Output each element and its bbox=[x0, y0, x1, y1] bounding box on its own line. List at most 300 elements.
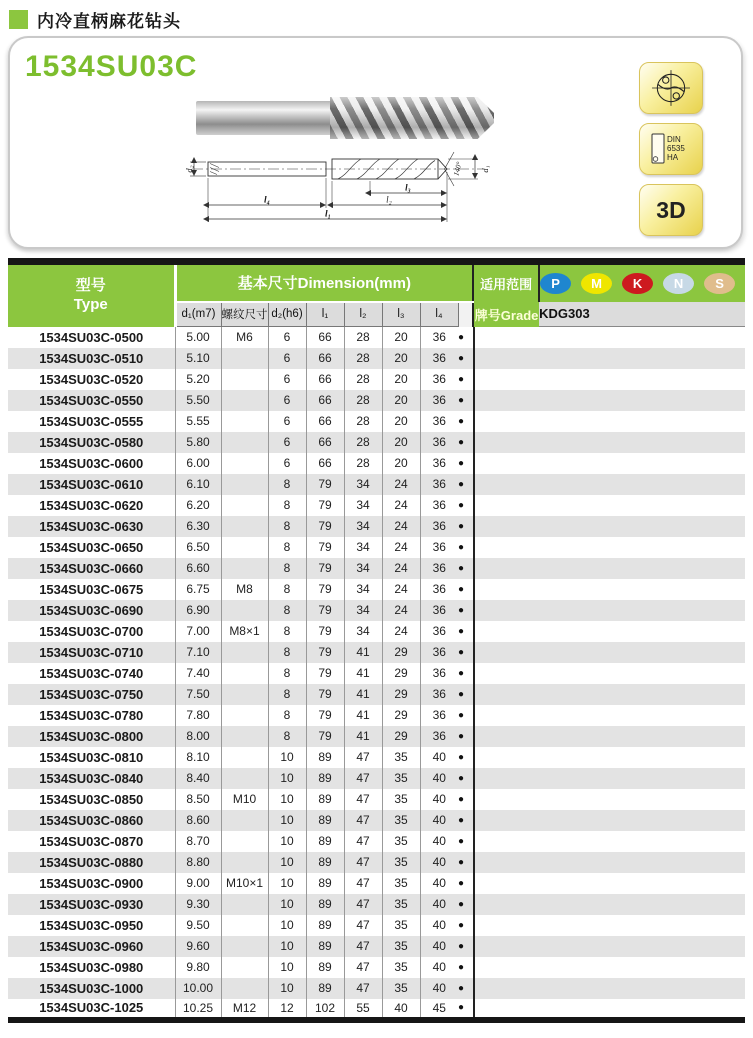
d2-cell: 10 bbox=[268, 915, 306, 936]
d2-cell: 8 bbox=[268, 495, 306, 516]
product-panel bbox=[8, 36, 743, 249]
grade-dot-cell: ● bbox=[458, 999, 745, 1020]
l1-cell: 89 bbox=[306, 894, 344, 915]
grade-dot-cell: ● bbox=[458, 537, 745, 558]
d1-cell: 8.80 bbox=[175, 852, 221, 873]
l4-cell: 40 bbox=[420, 957, 458, 978]
table-row bbox=[8, 453, 745, 474]
d2-cell: 6 bbox=[268, 453, 306, 474]
type-label-en: Type bbox=[73, 295, 108, 313]
l3-cell: 20 bbox=[382, 327, 420, 348]
d1-cell: 8.10 bbox=[175, 747, 221, 768]
table-row bbox=[8, 369, 745, 390]
page-title: 内冷直柄麻花钻头 bbox=[37, 12, 181, 31]
model-cell: 1534SU03C-0870 bbox=[8, 831, 175, 852]
d1-cell: 6.75 bbox=[175, 579, 221, 600]
d2-cell: 10 bbox=[268, 852, 306, 873]
model-cell: 1534SU03C-0700 bbox=[8, 621, 175, 642]
d1-cell: 5.55 bbox=[175, 411, 221, 432]
l2-cell: 47 bbox=[344, 957, 382, 978]
l3-cell: 24 bbox=[382, 516, 420, 537]
dim-label-d1: d₁ bbox=[480, 165, 490, 173]
l4-cell: 40 bbox=[420, 852, 458, 873]
subheader-l1: l₁ bbox=[306, 302, 344, 327]
type-label-zh: 型号 bbox=[75, 277, 106, 294]
column-header-application: 适用范围 bbox=[473, 262, 539, 302]
model-cell: 1534SU03C-0840 bbox=[8, 768, 175, 789]
d1-cell: 8.70 bbox=[175, 831, 221, 852]
coolant-cross-section-icon bbox=[651, 68, 691, 108]
din-standard-badge bbox=[639, 123, 703, 175]
feature-badges bbox=[639, 62, 703, 236]
table-row bbox=[8, 936, 745, 957]
table-row bbox=[8, 831, 745, 852]
d2-cell: 8 bbox=[268, 642, 306, 663]
thread-size-cell bbox=[221, 537, 268, 558]
table-row bbox=[8, 411, 745, 432]
table-row bbox=[8, 474, 745, 495]
l2-cell: 34 bbox=[344, 558, 382, 579]
l2-cell: 28 bbox=[344, 369, 382, 390]
l4-cell: 40 bbox=[420, 915, 458, 936]
table-row bbox=[8, 768, 745, 789]
grade-dot-cell: ● bbox=[458, 831, 745, 852]
l3-cell: 24 bbox=[382, 579, 420, 600]
l3-cell: 24 bbox=[382, 474, 420, 495]
table-row bbox=[8, 600, 745, 621]
drill-photo bbox=[196, 86, 506, 150]
l2-cell: 34 bbox=[344, 600, 382, 621]
table-row bbox=[8, 516, 745, 537]
model-cell: 1534SU03C-0610 bbox=[8, 474, 175, 495]
grade-dot-cell: ● bbox=[458, 810, 745, 831]
l1-cell: 79 bbox=[306, 495, 344, 516]
l4-cell: 36 bbox=[420, 411, 458, 432]
drill-flutes-image bbox=[330, 97, 494, 139]
l1-cell: 79 bbox=[306, 579, 344, 600]
l2-cell: 41 bbox=[344, 726, 382, 747]
thread-size-cell: M6 bbox=[221, 327, 268, 348]
d1-cell: 9.60 bbox=[175, 936, 221, 957]
l1-cell: 79 bbox=[306, 600, 344, 621]
d2-cell: 10 bbox=[268, 789, 306, 810]
d1-cell: 6.90 bbox=[175, 600, 221, 621]
d2-cell: 10 bbox=[268, 978, 306, 999]
thread-size-cell: M10×1 bbox=[221, 873, 268, 894]
grade-dot-cell: ● bbox=[458, 663, 745, 684]
l3-cell: 35 bbox=[382, 810, 420, 831]
l2-cell: 34 bbox=[344, 516, 382, 537]
green-square-bullet-icon bbox=[9, 10, 28, 29]
l2-cell: 34 bbox=[344, 537, 382, 558]
d1-cell: 7.40 bbox=[175, 663, 221, 684]
3d-label: 3D bbox=[656, 196, 686, 223]
thread-size-cell bbox=[221, 726, 268, 747]
d2-cell: 8 bbox=[268, 705, 306, 726]
d2-cell: 6 bbox=[268, 432, 306, 453]
model-cell: 1534SU03C-0850 bbox=[8, 789, 175, 810]
d2-cell: 10 bbox=[268, 894, 306, 915]
l3-cell: 35 bbox=[382, 747, 420, 768]
grade-dot-cell: ● bbox=[458, 957, 745, 978]
l1-cell: 89 bbox=[306, 852, 344, 873]
d1-cell: 8.60 bbox=[175, 810, 221, 831]
l1-cell: 66 bbox=[306, 327, 344, 348]
thread-size-cell bbox=[221, 453, 268, 474]
d1-cell: 9.30 bbox=[175, 894, 221, 915]
l4-cell: 40 bbox=[420, 894, 458, 915]
d1-cell: 5.50 bbox=[175, 390, 221, 411]
l2-cell: 47 bbox=[344, 831, 382, 852]
grade-dot-cell: ● bbox=[458, 369, 745, 390]
l3-cell: 35 bbox=[382, 957, 420, 978]
model-cell: 1534SU03C-0520 bbox=[8, 369, 175, 390]
l1-cell: 89 bbox=[306, 747, 344, 768]
l4-cell: 36 bbox=[420, 726, 458, 747]
model-cell: 1534SU03C-0660 bbox=[8, 558, 175, 579]
l2-cell: 28 bbox=[344, 327, 382, 348]
l3-cell: 29 bbox=[382, 684, 420, 705]
table-row bbox=[8, 558, 745, 579]
l3-cell: 29 bbox=[382, 663, 420, 684]
dim-label-l4: l₄ bbox=[264, 195, 270, 206]
d2-cell: 8 bbox=[268, 516, 306, 537]
d1-cell: 7.50 bbox=[175, 684, 221, 705]
class-chip-s: S bbox=[704, 273, 735, 294]
l2-cell: 47 bbox=[344, 768, 382, 789]
subheader-l3: l₃ bbox=[382, 302, 420, 327]
d1-cell: 5.00 bbox=[175, 327, 221, 348]
model-cell: 1534SU03C-0510 bbox=[8, 348, 175, 369]
model-cell: 1534SU03C-0675 bbox=[8, 579, 175, 600]
l1-cell: 89 bbox=[306, 936, 344, 957]
d1-cell: 7.10 bbox=[175, 642, 221, 663]
l3-cell: 35 bbox=[382, 789, 420, 810]
grade-dot-cell: ● bbox=[458, 579, 745, 600]
l1-cell: 102 bbox=[306, 999, 344, 1020]
table-row bbox=[8, 726, 745, 747]
l4-cell: 36 bbox=[420, 390, 458, 411]
table-row bbox=[8, 873, 745, 894]
table-row bbox=[8, 957, 745, 978]
l3-cell: 35 bbox=[382, 936, 420, 957]
d2-cell: 8 bbox=[268, 684, 306, 705]
d2-cell: 8 bbox=[268, 579, 306, 600]
l3-cell: 35 bbox=[382, 894, 420, 915]
d2-cell: 6 bbox=[268, 348, 306, 369]
grade-label: 牌号Grade bbox=[473, 302, 539, 327]
grade-dot-cell: ● bbox=[458, 642, 745, 663]
l4-cell: 40 bbox=[420, 978, 458, 999]
l4-cell: 36 bbox=[420, 495, 458, 516]
l2-cell: 34 bbox=[344, 474, 382, 495]
l2-cell: 47 bbox=[344, 873, 382, 894]
d2-cell: 8 bbox=[268, 474, 306, 495]
l3-cell: 24 bbox=[382, 621, 420, 642]
model-cell: 1534SU03C-0860 bbox=[8, 810, 175, 831]
l2-cell: 28 bbox=[344, 411, 382, 432]
table-row bbox=[8, 579, 745, 600]
l1-cell: 66 bbox=[306, 348, 344, 369]
d1-cell: 8.40 bbox=[175, 768, 221, 789]
d2-cell: 6 bbox=[268, 369, 306, 390]
d1-cell: 6.50 bbox=[175, 537, 221, 558]
d1-cell: 6.60 bbox=[175, 558, 221, 579]
thread-size-cell bbox=[221, 642, 268, 663]
l1-cell: 89 bbox=[306, 873, 344, 894]
thread-size-cell bbox=[221, 369, 268, 390]
l2-cell: 47 bbox=[344, 810, 382, 831]
l3-cell: 29 bbox=[382, 705, 420, 726]
l2-cell: 28 bbox=[344, 348, 382, 369]
l4-cell: 36 bbox=[420, 537, 458, 558]
d2-cell: 8 bbox=[268, 600, 306, 621]
l4-cell: 36 bbox=[420, 453, 458, 474]
l4-cell: 40 bbox=[420, 810, 458, 831]
table-row bbox=[8, 810, 745, 831]
grade-dot-cell: ● bbox=[458, 873, 745, 894]
model-cell: 1534SU03C-0960 bbox=[8, 936, 175, 957]
drill-shank-image bbox=[196, 101, 332, 135]
thread-size-cell bbox=[221, 600, 268, 621]
thread-size-cell bbox=[221, 411, 268, 432]
l4-cell: 36 bbox=[420, 663, 458, 684]
l1-cell: 89 bbox=[306, 831, 344, 852]
d1-cell: 8.00 bbox=[175, 726, 221, 747]
l1-cell: 79 bbox=[306, 558, 344, 579]
grade-dot-cell: ● bbox=[458, 705, 745, 726]
table-row bbox=[8, 348, 745, 369]
table-row bbox=[8, 663, 745, 684]
thread-size-cell bbox=[221, 978, 268, 999]
d1-cell: 5.80 bbox=[175, 432, 221, 453]
grade-dot-cell: ● bbox=[458, 390, 745, 411]
thread-size-cell bbox=[221, 894, 268, 915]
model-cell: 1534SU03C-0555 bbox=[8, 411, 175, 432]
l4-cell: 45 bbox=[420, 999, 458, 1020]
l3-cell: 35 bbox=[382, 873, 420, 894]
l3-cell: 29 bbox=[382, 642, 420, 663]
grade-dot-cell: ● bbox=[458, 894, 745, 915]
thread-size-cell bbox=[221, 390, 268, 411]
l1-cell: 89 bbox=[306, 789, 344, 810]
model-cell: 1534SU03C-0710 bbox=[8, 642, 175, 663]
grade-dot-cell: ● bbox=[458, 348, 745, 369]
l1-cell: 66 bbox=[306, 453, 344, 474]
table-row bbox=[8, 999, 745, 1020]
l2-cell: 47 bbox=[344, 894, 382, 915]
page-header bbox=[9, 7, 181, 32]
model-cell: 1534SU03C-0800 bbox=[8, 726, 175, 747]
l4-cell: 36 bbox=[420, 348, 458, 369]
thread-size-cell bbox=[221, 558, 268, 579]
l1-cell: 89 bbox=[306, 978, 344, 999]
table-row bbox=[8, 642, 745, 663]
l2-cell: 47 bbox=[344, 936, 382, 957]
l1-cell: 66 bbox=[306, 390, 344, 411]
product-model: 1534SU03C bbox=[25, 50, 198, 83]
d1-cell: 6.00 bbox=[175, 453, 221, 474]
grade-value: KDG303 bbox=[539, 302, 745, 327]
model-cell: 1534SU03C-0580 bbox=[8, 432, 175, 453]
l3-cell: 20 bbox=[382, 453, 420, 474]
table-row bbox=[8, 894, 745, 915]
d2-cell: 10 bbox=[268, 873, 306, 894]
spec-table-body bbox=[8, 327, 745, 1020]
l1-cell: 79 bbox=[306, 474, 344, 495]
l2-cell: 47 bbox=[344, 915, 382, 936]
d2-cell: 6 bbox=[268, 411, 306, 432]
subheader-thread: 螺纹尺寸 bbox=[221, 302, 268, 327]
l4-cell: 40 bbox=[420, 768, 458, 789]
d2-cell: 10 bbox=[268, 831, 306, 852]
thread-size-cell bbox=[221, 705, 268, 726]
model-cell: 1534SU03C-0550 bbox=[8, 390, 175, 411]
table-row bbox=[8, 789, 745, 810]
l3-cell: 20 bbox=[382, 348, 420, 369]
l4-cell: 36 bbox=[420, 369, 458, 390]
d1-cell: 5.10 bbox=[175, 348, 221, 369]
dimension-drawing-icon bbox=[180, 142, 496, 240]
subheader-d2: d₂(h6) bbox=[268, 302, 306, 327]
table-row bbox=[8, 621, 745, 642]
class-chip-n: N bbox=[663, 273, 694, 294]
l2-cell: 55 bbox=[344, 999, 382, 1020]
l2-cell: 47 bbox=[344, 789, 382, 810]
model-cell: 1534SU03C-0750 bbox=[8, 684, 175, 705]
l1-cell: 66 bbox=[306, 369, 344, 390]
spec-table bbox=[8, 258, 745, 1023]
dim-label-l2: l₂ bbox=[386, 194, 392, 205]
grade-dot-cell: ● bbox=[458, 474, 745, 495]
l1-cell: 89 bbox=[306, 957, 344, 978]
l1-cell: 89 bbox=[306, 915, 344, 936]
grade-dot-cell: ● bbox=[458, 495, 745, 516]
l2-cell: 41 bbox=[344, 705, 382, 726]
l4-cell: 36 bbox=[420, 621, 458, 642]
l4-cell: 36 bbox=[420, 327, 458, 348]
l1-cell: 79 bbox=[306, 663, 344, 684]
d2-cell: 10 bbox=[268, 747, 306, 768]
d1-cell: 5.20 bbox=[175, 369, 221, 390]
column-header-type bbox=[8, 262, 175, 327]
model-cell: 1534SU03C-0780 bbox=[8, 705, 175, 726]
l4-cell: 36 bbox=[420, 684, 458, 705]
d1-cell: 8.50 bbox=[175, 789, 221, 810]
l4-cell: 36 bbox=[420, 432, 458, 453]
table-row bbox=[8, 684, 745, 705]
dim-label-l1: l₁ bbox=[325, 209, 331, 220]
d1-cell: 10.00 bbox=[175, 978, 221, 999]
grade-dot-cell: ● bbox=[458, 768, 745, 789]
subheader-l2: l₂ bbox=[344, 302, 382, 327]
d1-cell: 7.00 bbox=[175, 621, 221, 642]
grade-dot-cell: ● bbox=[458, 432, 745, 453]
thread-size-cell bbox=[221, 495, 268, 516]
thread-size-cell bbox=[221, 663, 268, 684]
thread-size-cell bbox=[221, 852, 268, 873]
grade-dot-cell: ● bbox=[458, 747, 745, 768]
grade-dot-cell: ● bbox=[458, 789, 745, 810]
thread-size-cell: M8 bbox=[221, 579, 268, 600]
thread-size-cell bbox=[221, 831, 268, 852]
l4-cell: 36 bbox=[420, 516, 458, 537]
thread-size-cell bbox=[221, 747, 268, 768]
d1-cell: 6.30 bbox=[175, 516, 221, 537]
l3-cell: 35 bbox=[382, 852, 420, 873]
d2-cell: 10 bbox=[268, 957, 306, 978]
l3-cell: 40 bbox=[382, 999, 420, 1020]
table-row bbox=[8, 915, 745, 936]
table-row bbox=[8, 705, 745, 726]
thread-size-cell bbox=[221, 768, 268, 789]
l1-cell: 79 bbox=[306, 642, 344, 663]
grade-dot-cell: ● bbox=[458, 726, 745, 747]
model-cell: 1534SU03C-0500 bbox=[8, 327, 175, 348]
l2-cell: 41 bbox=[344, 642, 382, 663]
din-text-line1: DIN bbox=[667, 135, 681, 144]
l2-cell: 47 bbox=[344, 978, 382, 999]
3d-model-badge bbox=[639, 184, 703, 236]
table-row bbox=[8, 978, 745, 999]
l3-cell: 24 bbox=[382, 537, 420, 558]
l2-cell: 34 bbox=[344, 621, 382, 642]
l4-cell: 40 bbox=[420, 831, 458, 852]
thread-size-cell bbox=[221, 474, 268, 495]
l2-cell: 47 bbox=[344, 747, 382, 768]
thread-size-cell: M12 bbox=[221, 999, 268, 1020]
thread-size-cell bbox=[221, 810, 268, 831]
din-text-line2: 6535 bbox=[667, 144, 685, 153]
l4-cell: 36 bbox=[420, 558, 458, 579]
d2-cell: 6 bbox=[268, 390, 306, 411]
l3-cell: 35 bbox=[382, 978, 420, 999]
model-cell: 1534SU03C-0740 bbox=[8, 663, 175, 684]
grade-dot-cell: ● bbox=[458, 327, 745, 348]
l1-cell: 79 bbox=[306, 684, 344, 705]
l2-cell: 34 bbox=[344, 579, 382, 600]
d1-cell: 7.80 bbox=[175, 705, 221, 726]
table-row bbox=[8, 327, 745, 348]
class-chip-p: P bbox=[540, 273, 571, 294]
l4-cell: 36 bbox=[420, 642, 458, 663]
l2-cell: 28 bbox=[344, 390, 382, 411]
l1-cell: 79 bbox=[306, 726, 344, 747]
class-chip-k: K bbox=[622, 273, 653, 294]
thread-size-cell bbox=[221, 516, 268, 537]
l4-cell: 40 bbox=[420, 873, 458, 894]
d1-cell: 9.00 bbox=[175, 873, 221, 894]
l2-cell: 41 bbox=[344, 684, 382, 705]
d2-cell: 6 bbox=[268, 327, 306, 348]
d2-cell: 8 bbox=[268, 663, 306, 684]
dim-label-l3: l₃ bbox=[405, 182, 411, 193]
l2-cell: 28 bbox=[344, 432, 382, 453]
l1-cell: 66 bbox=[306, 411, 344, 432]
l4-cell: 36 bbox=[420, 579, 458, 600]
l1-cell: 66 bbox=[306, 432, 344, 453]
d1-cell: 6.10 bbox=[175, 474, 221, 495]
model-cell: 1534SU03C-0620 bbox=[8, 495, 175, 516]
thread-size-cell: M8×1 bbox=[221, 621, 268, 642]
model-cell: 1534SU03C-0690 bbox=[8, 600, 175, 621]
thread-size-cell bbox=[221, 684, 268, 705]
model-cell: 1534SU03C-1000 bbox=[8, 978, 175, 999]
grade-dot-cell: ● bbox=[458, 411, 745, 432]
model-cell: 1534SU03C-1025 bbox=[8, 999, 175, 1020]
class-chip-m: M bbox=[581, 273, 612, 294]
d1-cell: 6.20 bbox=[175, 495, 221, 516]
